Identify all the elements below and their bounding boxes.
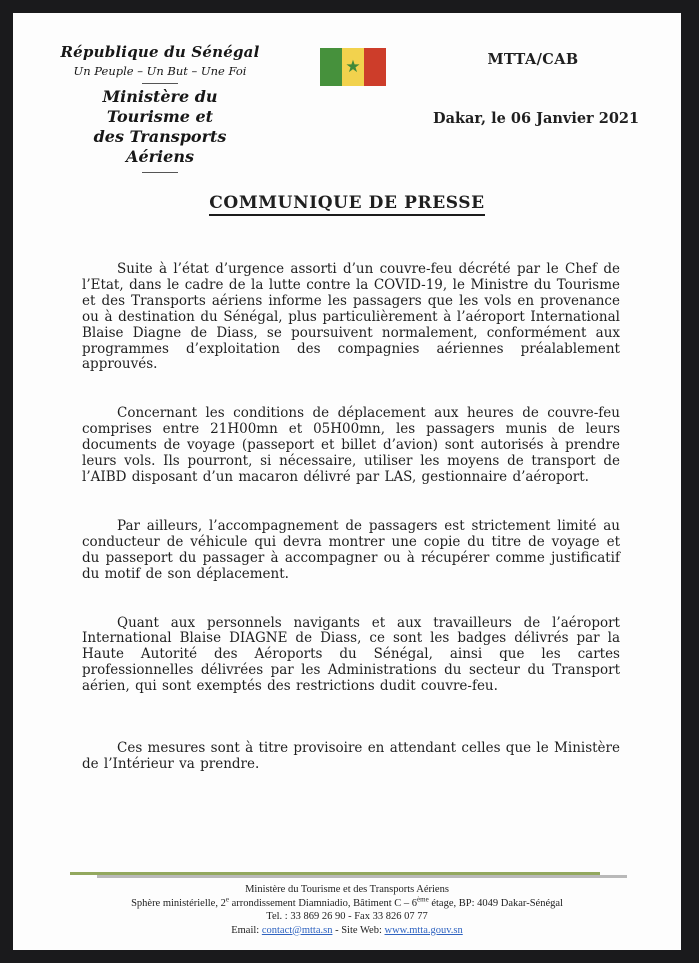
letterhead-block <box>60 43 260 176</box>
footer-web-label: - Site Web: <box>332 924 385 936</box>
document-body <box>13 216 681 773</box>
email-link[interactable]: contact@mtta.sn <box>261 924 333 936</box>
footer-contact-row <box>13 924 681 938</box>
senegal-flag-icon <box>320 48 386 86</box>
footer-address-sup: ème <box>417 895 429 903</box>
footer-phone-fax: Tel. : 33 869 26 90 - Fax 33 826 07 77 <box>266 911 428 922</box>
title-row <box>13 193 681 216</box>
star-icon: ★ <box>345 56 361 77</box>
national-motto: Un Peuple – Un But – Une Foi <box>73 64 247 78</box>
paragraph-staff-badges: Quant aux personnels navigants et aux travailleurs de l’aéroport International Blaise DIAGNE de Diass, ce sont les badges délivrés par la Haute Autorité des Aéroports du Sénégal, ainsi que les cartes professionnelles délivrées par les Administrations du secteur du Transport aérien, qui sont exemptés des restrictions dudit couvre-feu. <box>82 614 620 695</box>
footer-email-label: Email: <box>231 924 262 936</box>
footer-address-part: étage, BP: 4049 Dakar-Sénégal <box>428 897 563 909</box>
republic-title: République du Sénégal <box>60 43 260 61</box>
footer-address-part: arrondissement Diamniadio, Bâtiment C – 6 <box>228 897 418 909</box>
ministry-name-line1: Ministère du Tourisme et <box>102 87 218 126</box>
footer-address-sup: e <box>225 895 229 903</box>
dateline: Dakar, le 06 Janvier 2021 <box>433 110 640 127</box>
ministry-name-line2: des Transports Aériens <box>93 127 227 166</box>
footer-org: Ministère du Tourisme et des Transports Aériens <box>245 884 449 895</box>
document-footer <box>13 872 681 937</box>
reference-block <box>433 51 640 127</box>
letterhead-divider <box>142 83 178 84</box>
paragraph-accompaniment: Par ailleurs, l’accompagnement de passagers est strictement limité au conducteur de véhicule qui devra montrer une copie du titre de voyage et du passeport du passager à accompagner ou à récupérer comme justificatif du motif de son déplacement. <box>82 517 620 582</box>
document-page <box>13 13 681 950</box>
paragraph-flights-normal: Suite à l’état d’urgence assorti d’un couvre-feu décrété par le Chef de l’Etat, dans le cadre de la lutte contre la COVID-19, le Ministre du Tourisme et des Transports aériens informe les passagers que les vols en provenance ou à destination du Sénégal, plus particulièrement à l’aéroport International Blaise Diagne de Diass, se poursuivent normalement, conformément aux programmes d’exploitation des compagnies aériennes préalablement approuvés. <box>82 261 620 373</box>
ministry-name <box>60 87 260 167</box>
letterhead-divider <box>142 172 178 173</box>
footer-address <box>13 897 681 911</box>
paragraph-curfew-travel: Concernant les conditions de déplacement aux heures de couvre-feu comprises entre 21H00mn et 05H00mn, les passagers munis de leurs documents de voyage (passeport et billet d’avion) sont autorisés à prendre leurs vols. Ils pourront, si nécessaire, utiliser les moyens de transport de l’AIBD disposant d’un macaron délivré par LAS, gestionnaire d’aéroport. <box>82 405 620 485</box>
document-title: COMMUNIQUE DE PRESSE <box>209 193 484 216</box>
document-header <box>13 13 681 166</box>
footer-rule <box>70 872 600 875</box>
footer-address-part: Sphère ministérielle, 2 <box>131 897 226 909</box>
website-link[interactable]: www.mtta.gouv.sn <box>384 924 463 936</box>
reference-code: MTTA/CAB <box>487 51 579 68</box>
paragraph-provisional: Ces mesures sont à titre provisoire en attendant celles que le Ministère de l’Intérieur va prendre. <box>82 740 620 772</box>
